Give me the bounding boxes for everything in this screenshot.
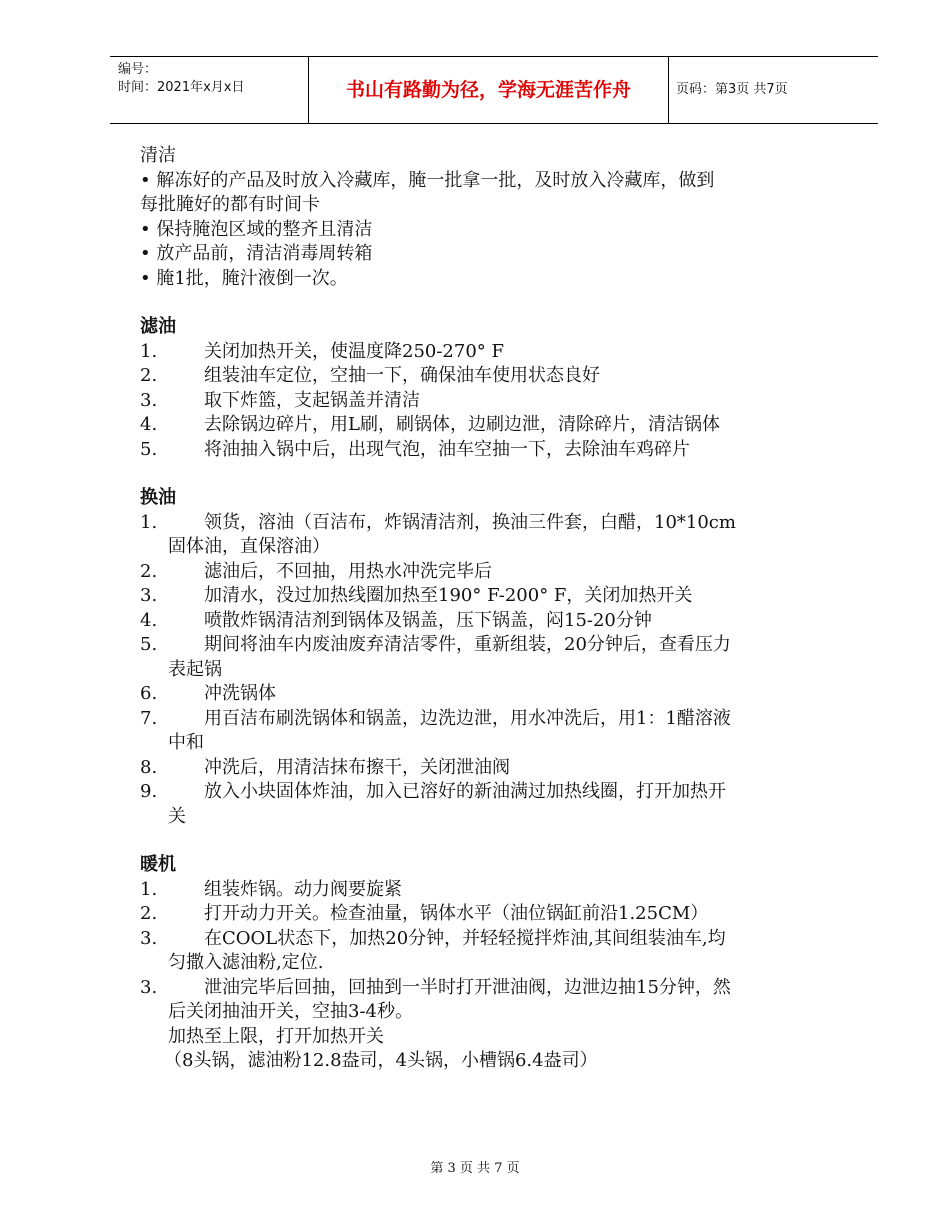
list-item: 1. 领货，溶油（百洁布，炸锅清洁剂，换油三件套，白醋，10*10cm 固体油，直保溶油）	[140, 511, 736, 557]
header-divider	[668, 57, 669, 123]
list-item: 9. 放入小块固体炸油，加入已溶好的新油满过加热线圈，打开加热开 关	[140, 781, 726, 827]
header-motto: 书山有路勤为径，学海无涯苦作舟	[345, 79, 631, 101]
intro-title: 清洁	[140, 145, 176, 166]
list-item: 3. 在COOL状态下，加热20分钟，并轻轻搅拌炸油,其间组装油车,均 匀撒入滤油粉,定位.	[140, 927, 726, 973]
bullet-item: • 放产品前，清洁消毒周转箱	[140, 243, 373, 264]
list-item: 7. 用百洁布刷洗锅体和锅盖，边洗边泄，用水冲洗后，用1：1醋溶液 中和	[140, 707, 731, 753]
list-item: 5. 将油抽入锅中后，出现气泡，油车空抽一下，去除油车鸡碎片	[140, 438, 690, 460]
list-item: 8. 冲洗后，用清洁抹布擦干，关闭泄油阀	[140, 756, 510, 778]
warm-section	[140, 853, 850, 1074]
list-item: 1. 组装炸锅。动力阀要旋紧	[140, 878, 402, 900]
list-item: 2. 打开动力开关。检查油量，锅体水平（油位锅缸前沿1.25CM）	[140, 903, 709, 924]
list-item: 3. 泄油完毕后回抽，回抽到一半时打开泄油阀，边泄边抽15分钟，然 后关闭抽油开关，空抽3-4秒。	[140, 976, 731, 1022]
number-label: 编号：	[118, 62, 158, 77]
section-title: 暖机	[140, 854, 176, 875]
list-item: 1. 关闭加热开关，使温度降250-270° F	[140, 340, 505, 362]
note-line: 加热至上限，打开加热开关	[168, 1025, 384, 1047]
section-title: 换油	[140, 487, 176, 508]
list-item: 3. 加清水，没过加热线圈加热至190° F-200° F，关闭加热开关	[140, 585, 693, 606]
header-meta	[118, 61, 308, 97]
note-line: （8头锅，滤油粉12.8盎司，4头锅，小槽锅6.4盎司）	[164, 1050, 598, 1071]
page-header	[110, 56, 878, 124]
page-footer: 第 3 页 共 7 页	[430, 1161, 520, 1176]
list-item: 3. 取下炸篮，支起锅盖并清洁	[140, 389, 420, 411]
list-item: 2. 滤油后，不回抽，用热水冲洗完毕后	[140, 560, 492, 582]
section-title: 滤油	[140, 316, 176, 337]
list-item: 4. 喷散炸锅清洁剂到锅体及锅盖，压下锅盖，闷15-20分钟	[140, 609, 652, 631]
bullet-item: • 腌1批，腌汁液倒一次。	[140, 267, 348, 289]
filter-section	[140, 315, 850, 462]
list-item: 6. 冲洗锅体	[140, 683, 276, 704]
document-body	[140, 144, 850, 1074]
bullet-item: • 解冻好的产品及时放入冷藏库，腌一批拿一批，及时放入冷藏库，做到 每批腌好的都有时间卡	[140, 169, 715, 215]
intro-section	[140, 144, 850, 291]
header-page-label: 页码：第3页 共7页	[676, 82, 788, 97]
list-item: 4. 去除锅边碎片，用L刷，刷锅体，边刷边泄，清除碎片，清洁锅体	[140, 414, 720, 435]
list-item: 2. 组装油车定位，空抽一下，确保油车使用状态良好	[140, 365, 600, 386]
time-label: 时间：2021年x月x日	[118, 80, 245, 95]
list-item: 5. 期间将油车内废油废弃清洁零件，重新组装，20分钟后，查看压力 表起锅	[140, 634, 731, 680]
change-section	[140, 486, 850, 829]
bullet-item: • 保持腌泡区域的整齐且清洁	[140, 218, 373, 240]
